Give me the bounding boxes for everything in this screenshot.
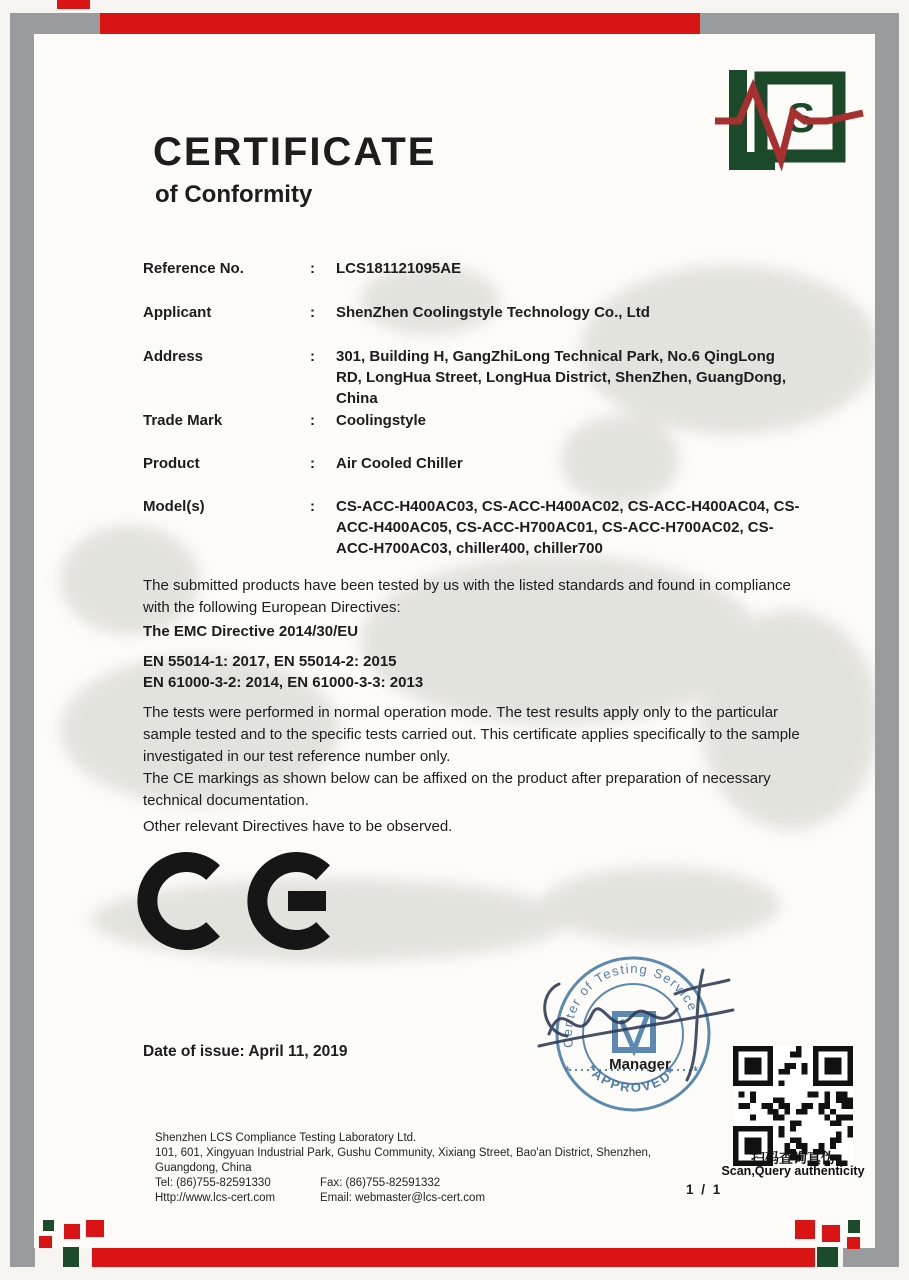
ce-letter-c: [147, 862, 213, 940]
page-number: 1 / 1: [686, 1182, 723, 1197]
field-value: CS-ACC-H400AC03, CS-ACC-H400AC02, CS-ACC-H400AC04, CS-ACC-H400AC05, CS-ACC-H700AC01, CS-ACC-H700AC02, CS-ACC-H700AC03, chiller400, chiller700: [336, 498, 800, 557]
deco-square-red: [64, 1224, 80, 1239]
field-value: ShenZhen Coolingstyle Technology Co., Ltd: [336, 304, 650, 321]
issuer-fax: Fax: (86)755-82591332: [320, 1177, 441, 1189]
field-label: Reference No.: [143, 260, 244, 277]
deco-square-green: [63, 1247, 79, 1267]
deco-square-red: [795, 1220, 815, 1239]
paragraph-intro: The submitted products have been tested by us with the listed standards and found in compliance with the following European Directives:: [143, 577, 791, 616]
deco-square-red: [86, 1220, 104, 1237]
issuer-company: Shenzhen LCS Compliance Testing Laboratory Ltd.: [155, 1132, 417, 1144]
field-separator: :: [310, 304, 315, 321]
manager-signature: [515, 952, 750, 1112]
field-label: Model(s): [143, 498, 205, 515]
stamp-asterisk-left: *: [565, 1063, 571, 1078]
field-label: Product: [143, 455, 200, 472]
deco-square-green: [848, 1220, 860, 1233]
field-row-applicant: [143, 302, 815, 323]
deco-square-green: [817, 1247, 838, 1267]
field-label: Address: [143, 348, 204, 365]
paragraph-directive: The EMC Directive 2014/30/EU: [143, 623, 359, 640]
qr-caption-english: Scan,Query authenticity: [721, 1164, 865, 1178]
field-row-address: [143, 346, 815, 409]
stamp-ring-text-bottom: *APPROVED*: [584, 1061, 680, 1096]
issuer-address-2: Guangdong, China: [155, 1162, 252, 1174]
field-value: 301, Building H, GangZhiLong Technical Park, No.6 QingLong RD, LongHua Street, LongHua District, ShenZhen, GuangDong, China: [336, 348, 786, 407]
page-subtitle: of Conformity: [155, 181, 313, 208]
paragraph-standards-1: EN 55014-1: 2017, EN 55014-2: 2015: [143, 653, 397, 670]
frame-left-grey-bar: [10, 13, 34, 1267]
date-of-issue: Date of issue: April 11, 2019: [143, 1043, 348, 1060]
qr-caption-chinese: 扫码查询真伪: [751, 1150, 835, 1166]
frame-bottom-right-grey: [843, 1248, 899, 1267]
frame-top-accent-square: [57, 0, 90, 9]
frame-bottom-left-grey: [10, 1248, 35, 1267]
field-separator: :: [310, 498, 315, 515]
field-value: LCS181121095AE: [336, 260, 462, 277]
field-row-reference: [143, 258, 815, 279]
lcs-logo: [715, 66, 865, 183]
field-value: Coolingstyle: [336, 412, 427, 429]
field-row-product: [143, 453, 815, 474]
field-label: Applicant: [143, 304, 212, 321]
deco-square-red: [822, 1225, 840, 1242]
frame-top-right-grey: [700, 13, 899, 34]
field-separator: :: [310, 260, 315, 277]
stamp-asterisk-right: *: [693, 1063, 699, 1078]
field-row-trademark: [143, 410, 815, 431]
ce-mark-graphic: [130, 845, 350, 962]
paragraph-standards-2: EN 61000-3-2: 2014, EN 61000-3-3: 2013: [143, 674, 424, 691]
deco-square-green: [43, 1220, 54, 1231]
paragraph-tests: The tests were performed in normal operation mode. The test results apply only to the particular sample tested and to the specific tests carried out. This certificate applies specifically to the sample investigated in our test reference number only.: [143, 704, 800, 765]
page-title: CERTIFICATE: [153, 130, 437, 174]
issuer-footer: [155, 1131, 715, 1206]
field-separator: :: [310, 412, 315, 429]
issuer-web: Http://www.lcs-cert.com: [155, 1192, 276, 1204]
manager-role-label: Manager: [609, 1056, 671, 1073]
field-value: Air Cooled Chiller: [336, 455, 463, 472]
issuer-address-1: 101, 601, Xingyuan Industrial Park, Gushu Community, Xixiang Street, Bao'an District, Shenzhen,: [155, 1147, 652, 1159]
field-separator: :: [310, 348, 315, 365]
field-separator: :: [310, 455, 315, 472]
paragraph-other-directives: Other relevant Directives have to be observed.: [143, 818, 453, 835]
issuer-tel: Tel: (86)755-82591330: [155, 1177, 271, 1189]
stamp-ring-text-top: Center of Testing Service: [559, 960, 702, 1049]
field-row-models: [143, 496, 815, 559]
field-label: Trade Mark: [143, 412, 223, 429]
deco-square-red: [39, 1236, 52, 1248]
logo-letter: S: [786, 94, 816, 141]
frame-right-grey-bar: [875, 13, 899, 1267]
frame-bottom-red-bar: [92, 1248, 815, 1267]
deco-square-red: [847, 1237, 860, 1249]
issuer-email: Email: webmaster@lcs-cert.com: [320, 1192, 486, 1204]
paragraph-ce-markings: The CE markings as shown below can be affixed on the product after preparation of necessary technical documentation.: [143, 770, 771, 809]
frame-top-red-bar: [100, 13, 700, 34]
